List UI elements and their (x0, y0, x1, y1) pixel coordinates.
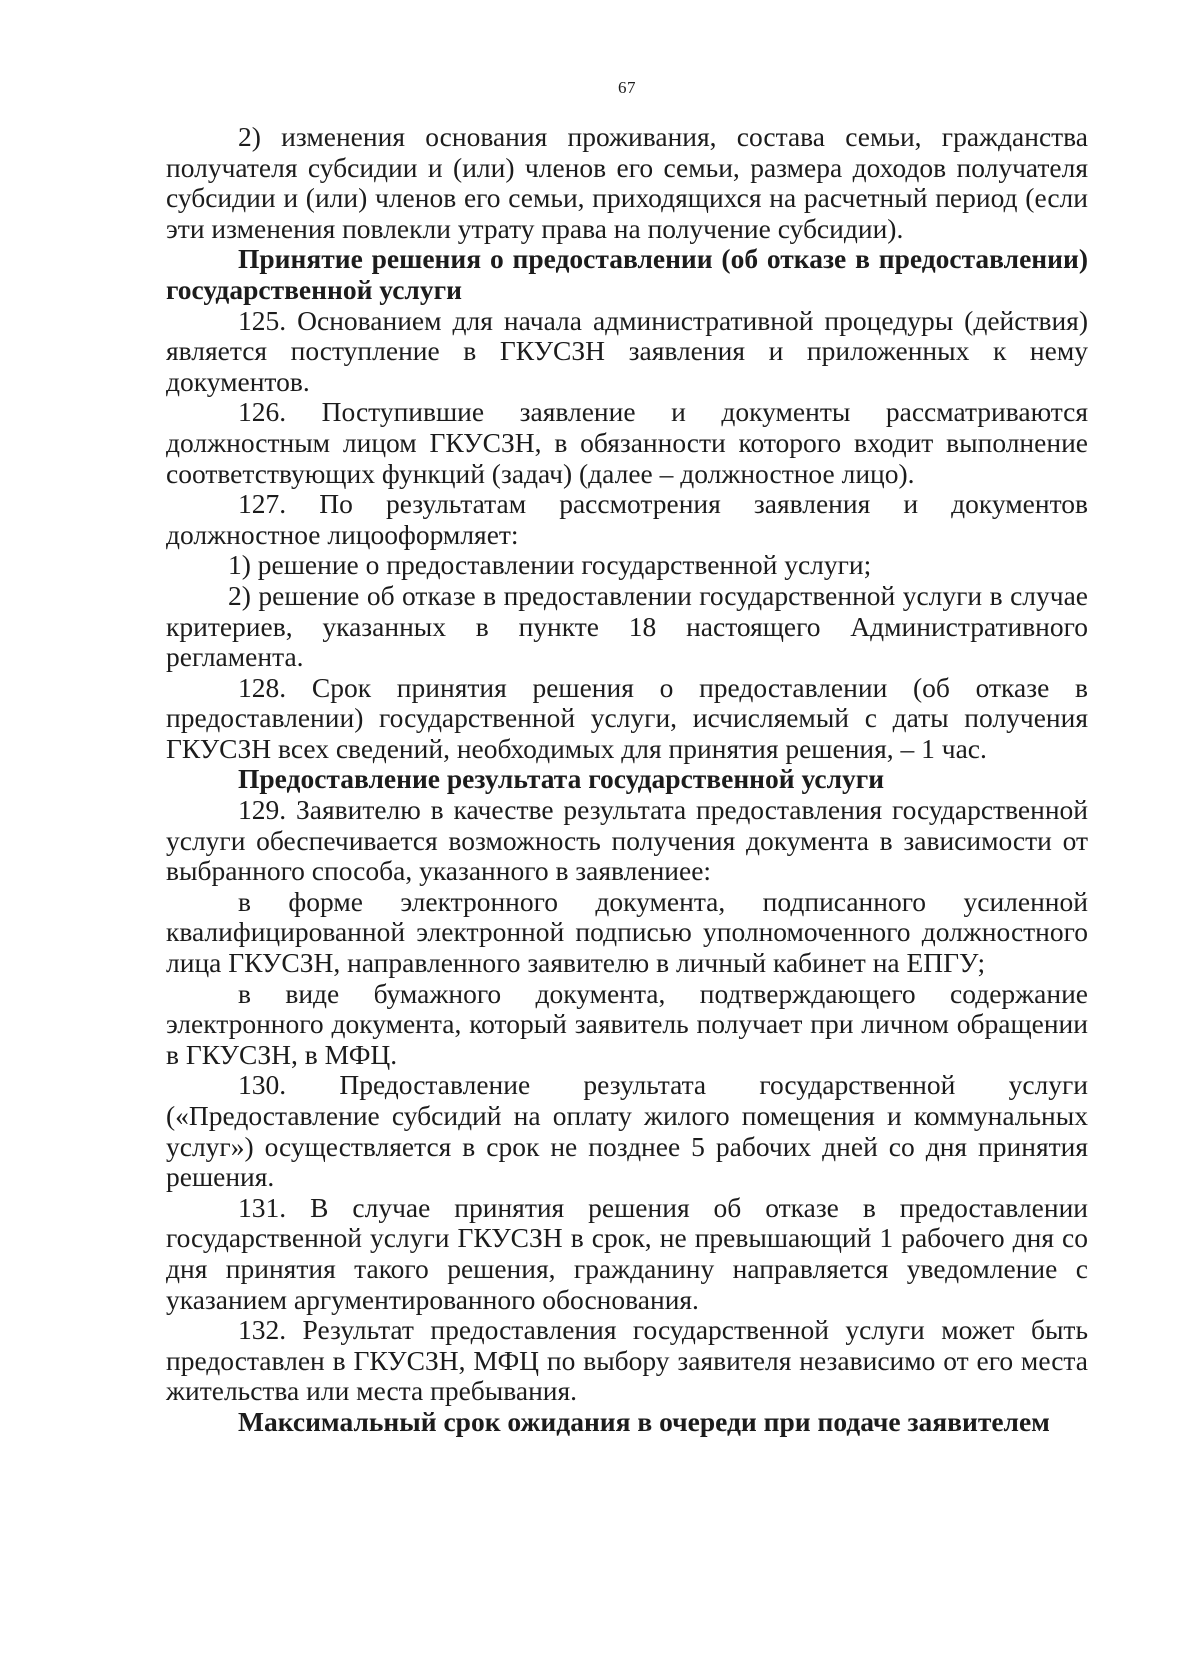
paragraph-127: 127. По результатам рассмотрения заявления и документов должностное лицооформляет: (166, 488, 1088, 550)
document-page (166, 0, 1088, 1676)
paragraph-129: 129. Заявителю в качестве результата предоставления государственной услуги обеспечивается возможность получения документа в зависимости от выбранного способа, указанного в заявлениее: (166, 794, 1088, 887)
document-body (166, 122, 1088, 1438)
paragraph-131: 131. В случае принятия решения об отказе в предоставлении государственной услуги ГКУСЗН в срок, не превышающий 1 рабочего дня со дня принятия такого решения, гражданину направляется уведомление с указанием аргументированного обоснования. (166, 1191, 1088, 1315)
paragraph-132: 132. Результат предоставления государственной услуги может быть предоставлен в ГКУСЗН, МФЦ по выбору заявителя независимо от его места жительства или места пребывания. (166, 1314, 1088, 1407)
list-item-1: 1) решение о предоставлении государственной услуги; (228, 549, 872, 581)
paragraph-item-2-changes: 2) изменения основания проживания, состава семьи, гражданства получателя субсидии и (или) членов его семьи, размера доходов получателя субсидии и (или) членов его семьи, приходящихся на расчетный период (если эти изменения повлекли утрату права на получение субсидии). (166, 121, 1088, 244)
list-item-2: 2) решение об отказе в предоставлении государственной услуги в случае критериев, указанных в пункте 18 настоящего Административного регламента. (166, 579, 1088, 673)
heading-result: Предоставление результата государственной услуги (238, 763, 885, 795)
paragraph-125: 125. Основанием для начала административной процедуры (действия) является поступление в ГКУСЗН заявления и приложенных к нему документов. (166, 304, 1088, 397)
heading-max-wait: Максимальный срок ожидания в очереди при подаче заявителем (238, 1405, 1050, 1437)
paragraph-128: 128. Срок принятия решения о предоставлении (об отказе в предоставлении) государственной услуги, исчисляемый с даты получения ГКУСЗН всех сведений, необходимых для принятия решения, – 1 час. (166, 671, 1088, 764)
paragraph-130: 130. Предоставление результата государственной услуги («Предоставление субсидий на оплату жилого помещения и коммунальных услуг») осуществляется в срок не позднее 5 рабочих дней со дня принятия решения. (166, 1069, 1088, 1193)
paragraph-paper-form: в виде бумажного документа, подтверждающего содержание электронного документа, который заявитель получает при личном обращении в ГКУСЗН, в МФЦ. (166, 977, 1088, 1070)
heading-decision: Принятие решения о предоставлении (об отказе в предоставлении) государственной услуги (166, 243, 1088, 305)
page-number: 67 (618, 78, 636, 97)
paragraph-126: 126. Поступившие заявление и документы рассматриваются должностным лицом ГКУСЗН, в обязанности которого входит выполнение соответствующих функций (задач) (далее – должностное лицо). (166, 396, 1088, 489)
paragraph-electronic-form: в форме электронного документа, подписанного усиленной квалифицированной электронной подписью уполномоченного должностного лица ГКУСЗН, направленного заявителю в личный кабинет на ЕПГУ; (166, 885, 1088, 979)
